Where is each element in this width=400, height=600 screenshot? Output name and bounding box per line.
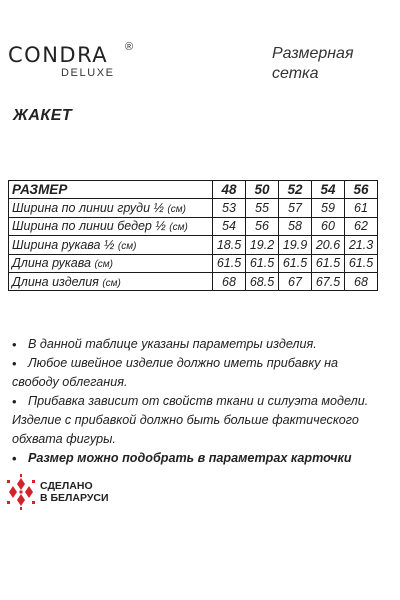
table-cell: 20.6 [312,236,345,254]
made-in-belarus-badge [6,474,146,510]
table-cell: 19.2 [246,236,279,254]
table-cell: 53 [213,199,246,217]
note-continuation: Изделие с прибавкой должно быть больше фактического [12,413,359,427]
note-text: Любое швейное изделие должно иметь прибавку на [28,356,339,370]
brand-subtitle: DELUXE [61,67,115,79]
table-cell: 67 [279,272,312,290]
table-cell: 61.5 [312,254,345,272]
table-cell: 61.5 [213,254,246,272]
brand-logo [8,41,168,79]
size-chart-title-line1: Размерная [272,45,354,62]
param-unit: (см) [117,240,137,252]
table-row [9,254,378,272]
bullet-icon: • [12,451,17,466]
param-name: Длина изделия [12,274,99,289]
bullet-icon: • [12,394,17,409]
table-cell: 68 [345,272,378,290]
list-item [12,335,392,354]
table-row [9,199,378,217]
table-cell: 68 [213,272,246,290]
badge-line2: В БЕЛАРУСИ [40,492,109,504]
table-cell: 55 [246,199,279,217]
size-54: 54 [312,181,345,199]
row-label [9,217,213,235]
table-cell: 54 [213,217,246,235]
notes-list [12,335,392,468]
param-unit: (см) [169,222,188,234]
garment-title: ЖАКЕТ [13,107,73,124]
table-cell: 60 [312,217,345,235]
table-cell: 61.5 [345,254,378,272]
badge-text [40,480,109,504]
table-header-row [9,181,378,199]
table-row [9,217,378,235]
table-cell: 62 [345,217,378,235]
table-cell: 56 [246,217,279,235]
param-unit: (см) [94,259,113,271]
badge-line1: СДЕЛАНО [40,480,93,492]
param-name: Ширина по линии бедер ½ [12,219,166,234]
table-cell: 61 [345,199,378,217]
table-cell: 67.5 [312,272,345,290]
table-header-label: РАЗМЕР [9,181,213,199]
brand-name: CONDRA [8,43,109,67]
belarus-ornament-icon [6,474,36,510]
row-label [9,236,213,254]
bullet-icon: • [12,337,17,352]
row-label [9,254,213,272]
param-name: Длина рукава [12,256,91,271]
note-text: Прибавка зависит от свойств ткани и силуэта модели. [28,394,369,408]
row-label [9,272,213,290]
note-continuation: свободу облегания. [12,375,128,389]
note-text: В данной таблице указаны параметры изделия. [28,337,317,351]
table-cell: 19.9 [279,236,312,254]
table-cell: 21.3 [345,236,378,254]
list-item [12,392,392,411]
list-item [12,449,392,468]
size-50: 50 [246,181,279,199]
list-item [12,354,392,373]
bullet-icon: • [12,356,17,371]
size-table [8,180,378,291]
table-cell: 61.5 [279,254,312,272]
param-name: Ширина по линии груди ½ [12,201,164,216]
table-cell: 18.5 [213,236,246,254]
table-cell: 57 [279,199,312,217]
size-chart-title [272,44,354,84]
size-chart-title-line2: сетка [272,65,319,82]
table-row [9,272,378,290]
size-52: 52 [279,181,312,199]
note-text-bold: Размер можно подобрать в параметрах карточки [28,451,352,465]
param-name: Ширина рукава ½ [12,237,115,252]
param-unit: (см) [102,277,121,289]
table-row [9,236,378,254]
row-label [9,199,213,217]
table-cell: 59 [312,199,345,217]
note-continuation: обхвата фигуры. [12,432,116,446]
table-cell: 61.5 [246,254,279,272]
table-cell: 58 [279,217,312,235]
registered-mark: ® [125,41,134,53]
size-48: 48 [213,181,246,199]
param-unit: (см) [167,204,186,216]
table-cell: 68.5 [246,272,279,290]
size-56: 56 [345,181,378,199]
